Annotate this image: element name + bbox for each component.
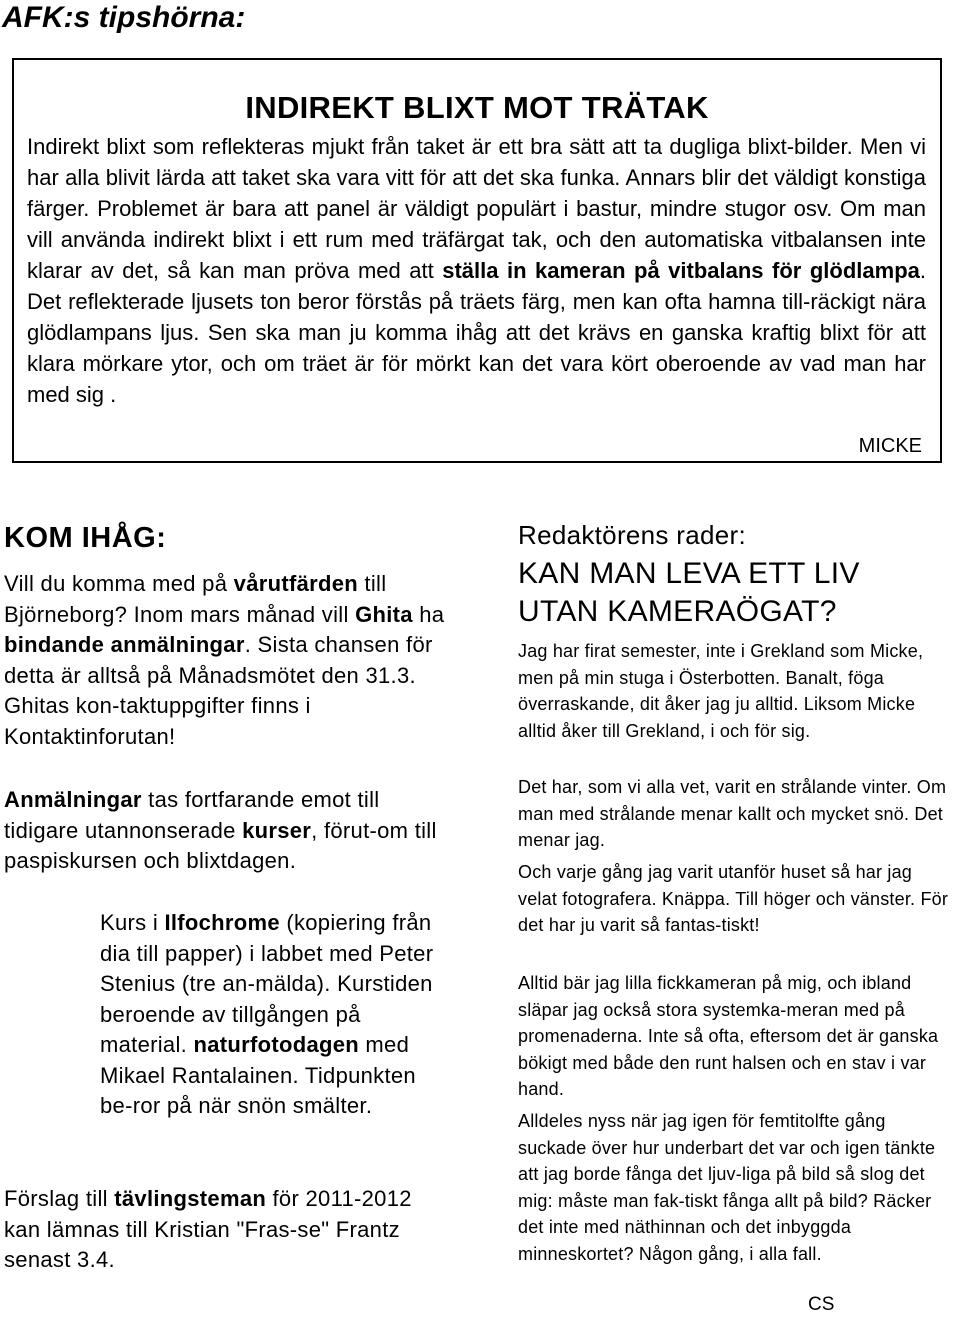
bold-text: kurser xyxy=(242,817,312,843)
tip-signature: MICKE xyxy=(858,435,922,457)
editor-paragraph: Alltid bär jag lilla fickkameran på mig, och ibland släpar jag också stora systemka-meran med på promenaderna. Inte så ofta, eftersom det är ganska bökigt med både den runt halsen och en stav i var hand. xyxy=(518,973,939,1099)
bold-text: naturfotodagen xyxy=(193,1032,359,1057)
editor-paragraph: Och varje gång jag varit utanför huset så har jag velat fotografera. Knäppa. Till höger och vänster. För det har ju varit så fantas-tiskt! xyxy=(518,862,949,935)
remember-paragraph-courses xyxy=(4,785,449,877)
text: (kopiering från dia till papper) i labbet med Peter Stenius (tre an-mälda). Kurstiden beroende av tillgången på material. xyxy=(100,910,434,1057)
text: . Sista chansen för detta är alltså på Månadsmötet den 31.3. Ghitas kon-taktuppgifter finns i Kontaktinforutan! xyxy=(4,632,433,749)
tip-body xyxy=(27,131,926,410)
editor-heading: Redaktörens rader: xyxy=(518,520,746,550)
remember-paragraph-course-list xyxy=(100,908,445,1122)
editor-title: KAN MAN LEVA ETT LIV UTAN KAMERAÖGAT? xyxy=(518,557,860,628)
bold-text: bindande anmälningar xyxy=(4,632,245,657)
text: med Mikael Rantalainen. Tidpunkten be-ror på när snön smälter. xyxy=(100,1032,416,1118)
editor-paragraph: Alldeles nyss när jag igen för femtitolfte gång suckade över hur underbart det var och igen tänkte att jag borde fånga det ljuv-liga på bild så slog det mig: måste man fak-tiskt fånga allt på bild? Räcker det inte med näthinnan och det inbyggda minneskortet? Någon gång, i alla fall. xyxy=(518,1111,936,1264)
text: , förut-om till paspiskursen och blixtdagen. xyxy=(4,817,437,873)
tip-box xyxy=(12,58,942,463)
bold-text: vårutfärden xyxy=(233,571,359,596)
bold-text: tävlingsteman xyxy=(114,1186,267,1211)
text: Förslag till xyxy=(4,1186,115,1211)
editor-paragraph: Det har, som vi alla vet, varit en strålande vinter. Om man med strålande menar kallt och mycket snö. Det menar jag. xyxy=(518,777,947,850)
bold-text: Ghita xyxy=(355,601,413,627)
text: till Björneborg? Inom mars månad vill xyxy=(4,571,387,627)
text: Vill du komma med på xyxy=(4,571,234,596)
remember-paragraph-themes xyxy=(4,1184,434,1276)
text: Kurs i xyxy=(100,910,165,935)
bold-text: Anmälningar xyxy=(4,787,142,812)
text: tas fortfarande emot till tidigare utannonserade xyxy=(4,787,380,843)
tip-body-bold: ställa in kameran på vitbalans för glödlampa xyxy=(442,258,920,283)
page-title: AFK:s tipshörna: xyxy=(2,1,246,34)
editor-paragraph: Jag har firat semester, inte i Grekland som Micke, men på min stuga i Österbotten. Banalt, föga överraskande, dit åker jag ju alltid. Liksom Micke alltid åker till Grekland, i och för sig. xyxy=(518,641,924,741)
editor-signature: CS xyxy=(808,1294,835,1315)
tip-title: INDIREKT BLIXT MOT TRÄTAK xyxy=(245,90,709,125)
text: för 2011-2012 kan lämnas till Kristian "Fras-se" Frantz senast 3.4. xyxy=(4,1186,412,1272)
bold-text: Ilfochrome xyxy=(164,910,280,935)
tip-body-text-2: . Det reflekterade ljusets ton beror förstås på träets färg, men kan ofta hamna till-räckigt nära glödlampans ljus. Sen ska man ju komma ihåg att det krävs en ganska kraftig blixt för att klara mörkare ytor, och om träet är för mörkt kan det vara kört oberoende av vad man har med sig . xyxy=(27,258,926,407)
remember-paragraph-trip xyxy=(4,569,449,752)
remember-heading: KOM IHÅG: xyxy=(4,522,167,554)
tip-body-text-1: Indirekt blixt som reflekteras mjukt från taket är ett bra sätt att ta dugliga blixt-bilder. Men vi har alla blivit lärda att taket ska vara vitt för att det ska funka. Annars blir det väldigt konstiga färger. Problemet är bara att panel är väldigt populärt i bastur, mindre stugor osv. Om man vill använda indirekt blixt i ett rum med träfärgat tak, och den automatiska vitbalansen inte klarar av det, så kan man pröva med att xyxy=(27,134,926,283)
text: ha xyxy=(412,601,445,627)
